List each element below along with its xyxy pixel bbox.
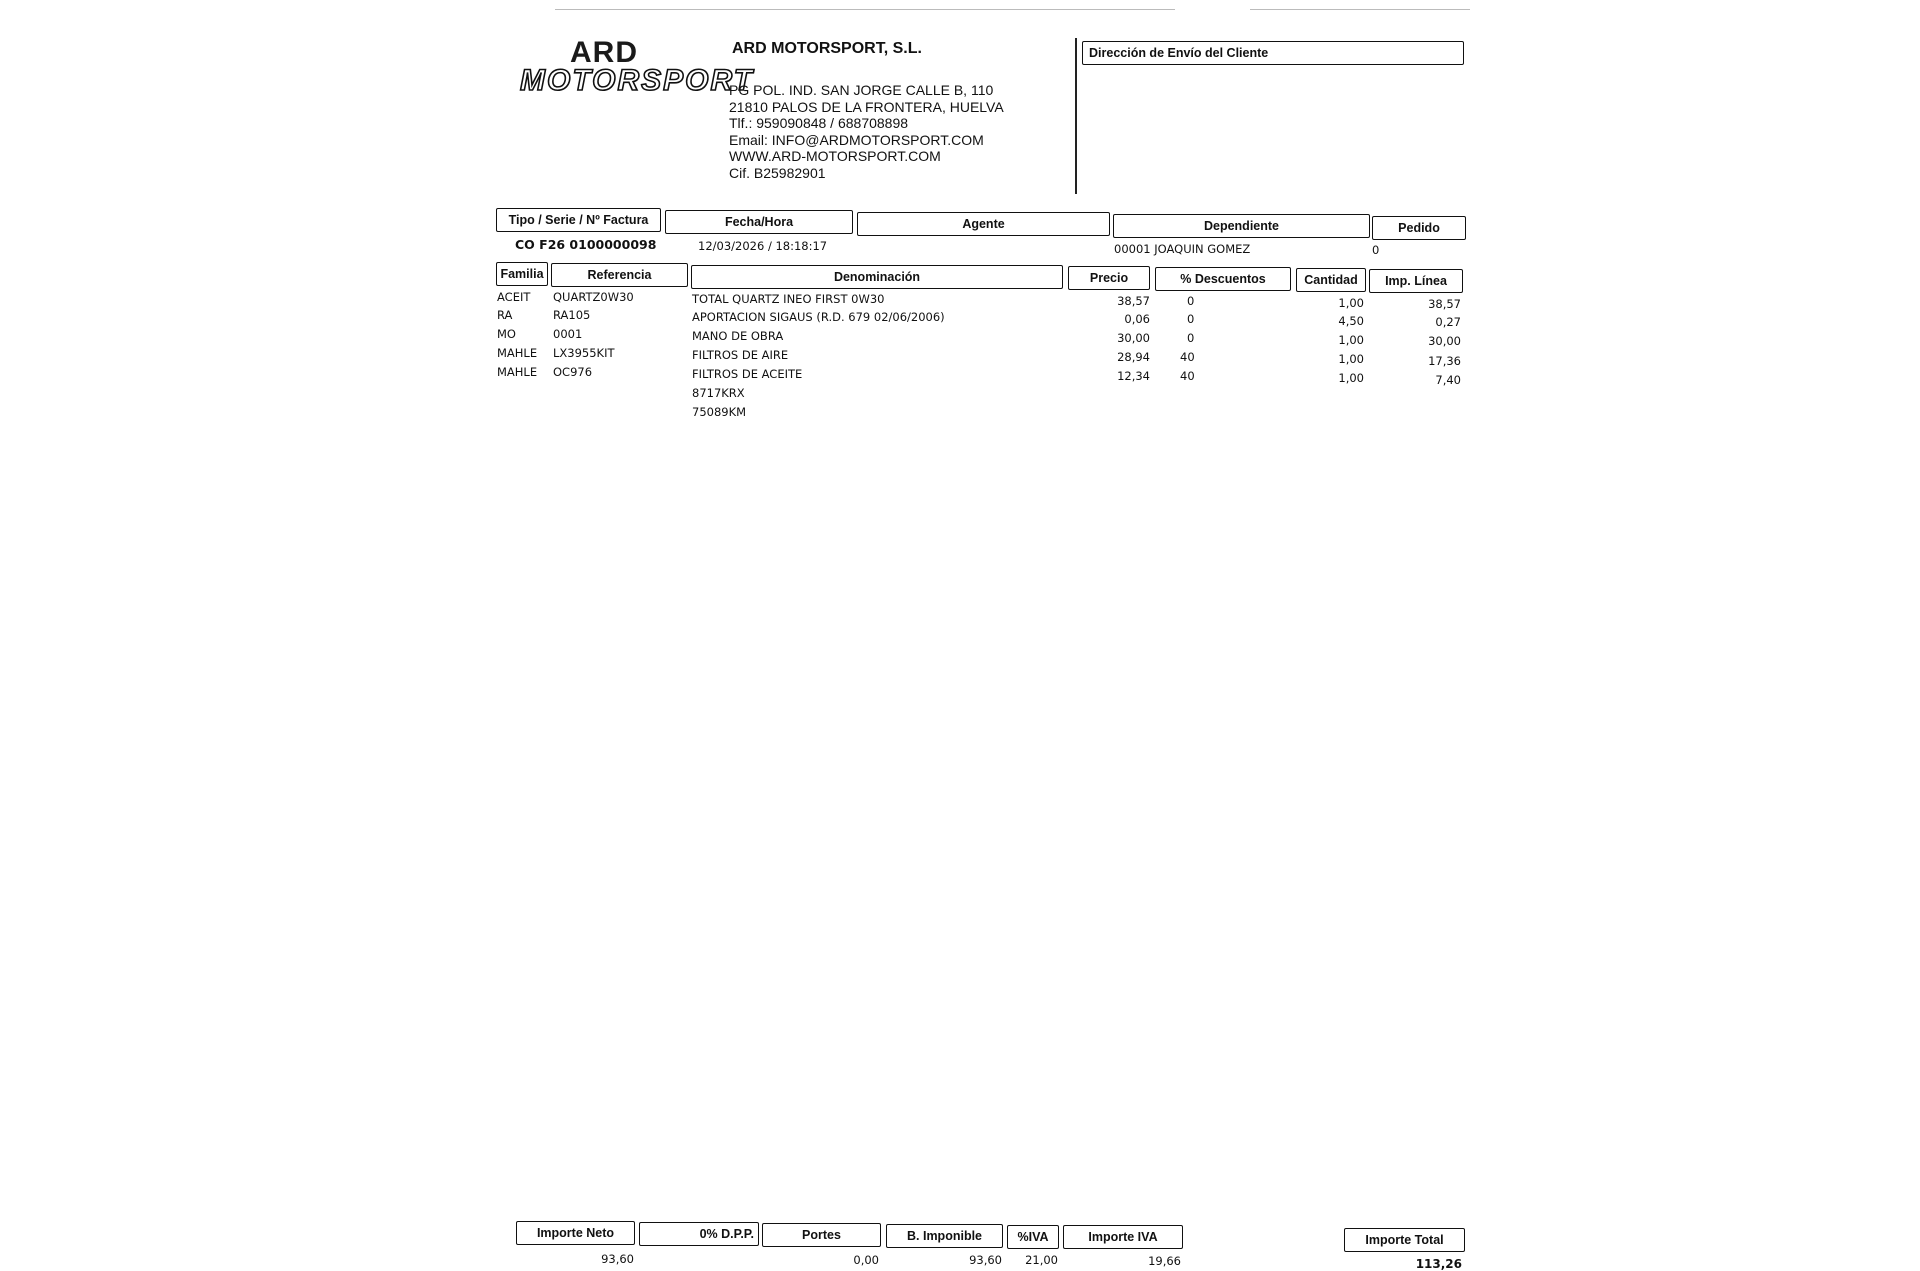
portes-value: 0,00 <box>853 1253 879 1267</box>
iva-pct-value: 21,00 <box>1025 1253 1058 1267</box>
scan-noise <box>1250 9 1470 10</box>
col-familia: Familia <box>496 262 548 286</box>
address-line: PG POL. IND. SAN JORGE CALLE B, 110 <box>729 82 994 98</box>
row-precio: 0,06 <box>1124 312 1150 326</box>
importe-iva-value: 19,66 <box>1148 1254 1181 1268</box>
address-line: 21810 PALOS DE LA FRONTERA, HUELVA <box>729 98 1004 115</box>
row-importe: 0,27 <box>1435 315 1461 329</box>
row-cantidad: 4,50 <box>1338 314 1364 328</box>
address-line: Tlf.: 959090848 / 688708898 <box>729 115 909 131</box>
pedido-value: 0 <box>1372 243 1380 257</box>
note-kilometros: 75089KM <box>692 405 747 419</box>
invoice-number: CO F26 0100000098 <box>515 237 657 252</box>
col-precio: Precio <box>1068 266 1150 290</box>
row-denominacion: FILTROS DE AIRE <box>692 348 789 362</box>
label-importe-neto: Importe Neto <box>516 1221 635 1245</box>
row-familia: RA <box>497 308 513 322</box>
dependiente-value: 00001 JOAQUIN GOMEZ <box>1114 242 1251 256</box>
invoice-datetime: 12/03/2026 / 18:18:17 <box>698 239 828 253</box>
col-cantidad: Cantidad <box>1296 268 1366 292</box>
label-dependiente: Dependiente <box>1113 214 1370 238</box>
row-referencia: OC976 <box>553 365 593 379</box>
row-referencia: RA105 <box>553 308 591 322</box>
row-descuento: 0 <box>1187 294 1195 308</box>
label-pedido: Pedido <box>1372 216 1466 240</box>
row-familia: MAHLE <box>497 346 538 360</box>
row-referencia: QUARTZ0W30 <box>553 290 634 304</box>
label-base-imponible: B. Imponible <box>886 1224 1003 1248</box>
row-descuento: 40 <box>1180 369 1195 383</box>
row-importe: 30,00 <box>1428 334 1461 348</box>
col-referencia: Referencia <box>551 263 688 287</box>
row-descuento: 0 <box>1187 331 1195 345</box>
row-precio: 12,34 <box>1117 369 1150 383</box>
logo-line2: MOTORSPORT <box>520 64 754 97</box>
label-importe-total: Importe Total <box>1344 1228 1465 1252</box>
label-dpp: 0% D.P.P. <box>639 1222 759 1246</box>
row-denominacion: APORTACION SIGAUS (R.D. 679 02/06/2006) <box>692 310 945 324</box>
scan-noise <box>555 9 1175 10</box>
row-precio: 38,57 <box>1117 294 1150 308</box>
row-cantidad: 1,00 <box>1338 333 1364 347</box>
row-precio: 30,00 <box>1117 331 1150 345</box>
address-line: Email: INFO@ARDMOTORSPORT.COM <box>729 131 984 148</box>
row-familia: MO <box>497 327 516 341</box>
label-tipo-serie-factura: Tipo / Serie / Nº Factura <box>496 208 661 232</box>
row-cantidad: 1,00 <box>1338 371 1364 385</box>
base-imponible-value: 93,60 <box>969 1253 1002 1267</box>
col-denominacion: Denominación <box>691 265 1063 289</box>
address-line: Cif. B25982901 <box>729 164 826 181</box>
row-familia: ACEIT <box>497 290 531 304</box>
col-descuentos: % Descuentos <box>1155 267 1291 291</box>
row-cantidad: 1,00 <box>1338 352 1364 366</box>
row-descuento: 0 <box>1187 312 1195 326</box>
row-importe: 17,36 <box>1428 354 1461 368</box>
row-importe: 38,57 <box>1428 297 1461 311</box>
label-iva-pct: %IVA <box>1007 1225 1059 1249</box>
row-importe: 7,40 <box>1435 373 1461 387</box>
company-logo <box>520 36 754 97</box>
row-precio: 28,94 <box>1117 350 1150 364</box>
row-denominacion: FILTROS DE ACEITE <box>692 367 803 381</box>
company-address <box>729 82 1004 181</box>
label-importe-iva: Importe IVA <box>1063 1225 1183 1249</box>
row-denominacion: TOTAL QUARTZ INEO FIRST 0W30 <box>692 292 885 306</box>
row-descuento: 40 <box>1180 350 1195 364</box>
address-line: WWW.ARD-MOTORSPORT.COM <box>729 148 941 164</box>
note-matricula: 8717KRX <box>692 386 745 400</box>
label-agente: Agente <box>857 212 1110 236</box>
row-familia: MAHLE <box>497 365 538 379</box>
row-referencia: LX3955KIT <box>553 346 615 360</box>
row-denominacion: MANO DE OBRA <box>692 329 784 343</box>
col-importe-linea: Imp. Línea <box>1369 269 1463 293</box>
importe-neto-value: 93,60 <box>601 1252 634 1266</box>
company-name: ARD MOTORSPORT, S.L. <box>732 40 922 57</box>
label-portes: Portes <box>762 1223 881 1247</box>
row-referencia: 0001 <box>553 327 583 341</box>
row-cantidad: 1,00 <box>1338 296 1364 310</box>
logo-line1: ARD <box>570 36 638 69</box>
importe-total-value: 113,26 <box>1415 1257 1462 1271</box>
label-fecha-hora: Fecha/Hora <box>665 210 853 234</box>
client-address-label: Dirección de Envío del Cliente <box>1082 41 1464 65</box>
header-divider <box>1075 38 1077 194</box>
